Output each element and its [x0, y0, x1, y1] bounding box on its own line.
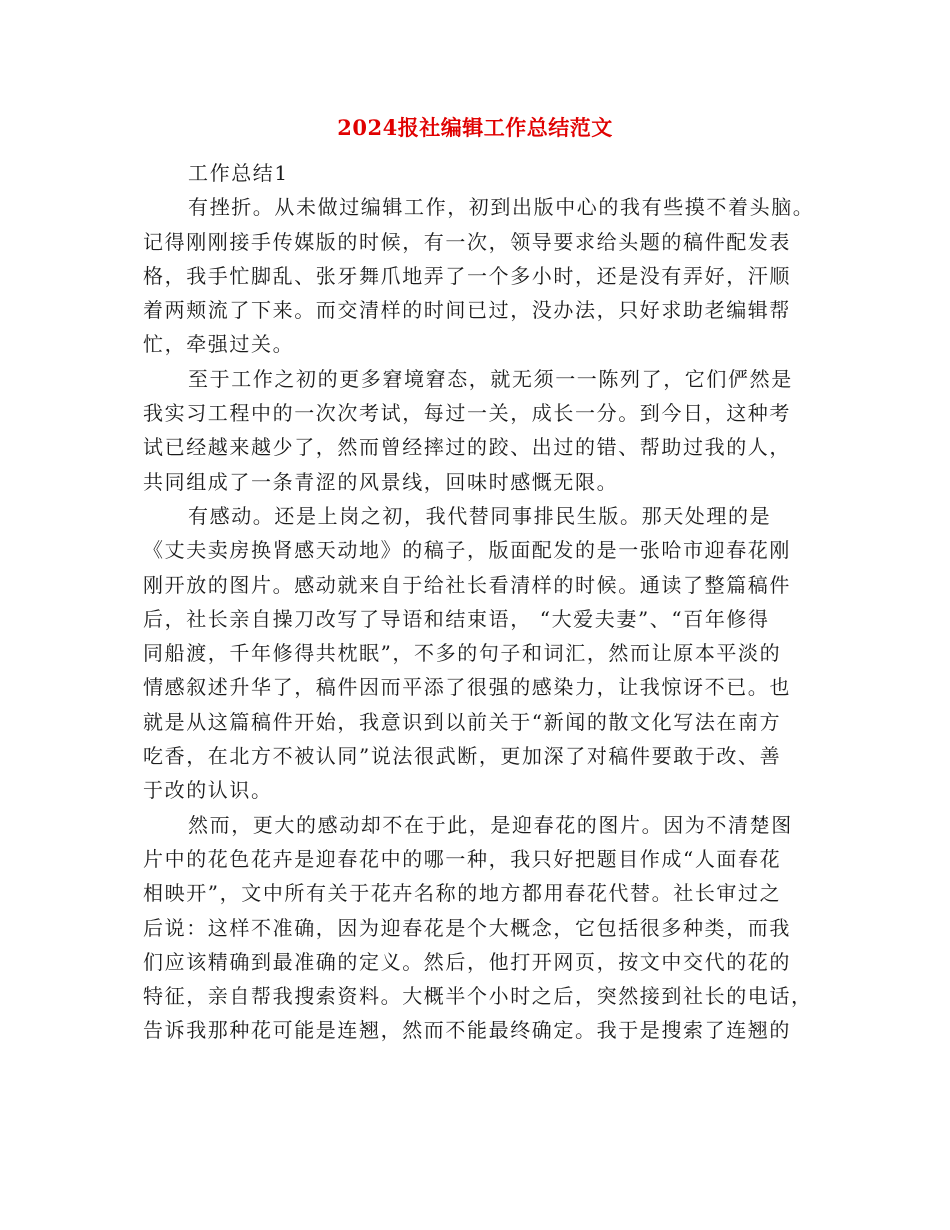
paragraph-1	[143, 190, 815, 361]
paragraph-line: 情感叙述升华了，稿件因而平添了很强的感染力，让我惊讶不已。也	[143, 675, 791, 700]
document-title: 2024报社编辑工作总结范文	[337, 115, 613, 140]
paragraph-2	[143, 362, 805, 499]
section-heading: 工作总结1	[188, 161, 289, 185]
paragraph-line: 至于工作之初的更多窘境窘态，就无须一一陈列了，它们俨然是	[188, 366, 793, 391]
paragraph-line: 着两颊流了下来。而交清样的时间已过，没办法，只好求助老编辑帮	[143, 298, 791, 323]
paragraph-line: 《丈夫卖房换肾感天动地》的稿子，版面配发的是一张哈市迎春花刚	[143, 538, 791, 563]
paragraph-line: 就是从这篇稿件开始，我意识到以前关于“新闻的散文化写法在南方	[143, 709, 782, 734]
paragraph-line: 吃香，在北方不被认同”说法很武断，更加深了对稿件要敢于改、善	[143, 744, 782, 769]
paragraph-line: 同船渡，千年修得共枕眠”，不多的句子和词汇，然而让原本平淡的	[143, 641, 782, 666]
paragraph-line: 后，社长亲自操刀改写了导语和结束语， “大爱夫妻”、“百年修得	[143, 606, 770, 631]
paragraph-line: 特征，亲自帮我搜索资料。大概半个小时之后，突然接到社长的电话，	[143, 984, 813, 1009]
paragraph-line: 共同组成了一条青涩的风景线，回味时感慨无限。	[143, 469, 619, 494]
paragraph-line: 刚开放的图片。感动就来自于给社长看清样的时候。通读了整篇稿件	[143, 572, 791, 597]
paragraph-line: 后说：这样不准确，因为迎春花是个大概念，它包括很多种类，而我	[143, 915, 791, 940]
paragraph-line: 然而，更大的感动却不在于此，是迎春花的图片。因为不清楚图	[188, 812, 793, 837]
paragraph-3	[143, 499, 805, 808]
paragraph-line: 有挫折。从未做过编辑工作，初到出版中心的我有些摸不着头脑。	[188, 195, 815, 220]
paragraph-line: 们应该精确到最准确的定义。然后，他打开网页，按文中交代的花的	[143, 949, 791, 974]
paragraph-line: 告诉我那种花可能是连翘，然而不能最终确定。我于是搜索了连翘的	[143, 1018, 791, 1043]
document-body	[143, 156, 815, 1048]
paragraph-line: 忙，牵强过关。	[143, 332, 295, 357]
paragraph-line: 格，我手忙脚乱、张牙舞爪地弄了一个多小时，还是没有弄好，汗顺	[143, 263, 791, 288]
paragraph-line: 片中的花色花卉是迎春花中的哪一种，我只好把题目作成“人面春花	[143, 846, 782, 871]
paragraph-4	[143, 808, 813, 1048]
paragraph-line: 记得刚刚接手传媒版的时候，有一次，领导要求给头题的稿件配发表	[143, 229, 791, 254]
paragraph-line: 我实习工程中的一次次考试，每过一关，成长一分。到今日，这种考	[143, 401, 791, 426]
paragraph-line: 试已经越来越少了，然而曾经摔过的跤、出过的错、帮助过我的人，	[143, 435, 791, 460]
paragraph-line: 相映开”，文中所有关于花卉名称的地方都用春花代替。社长审过之	[143, 881, 782, 906]
paragraph-line: 于改的认识。	[143, 778, 273, 803]
paragraph-line: 有感动。还是上岗之初，我代替同事排民生版。那天处理的是	[188, 503, 772, 528]
